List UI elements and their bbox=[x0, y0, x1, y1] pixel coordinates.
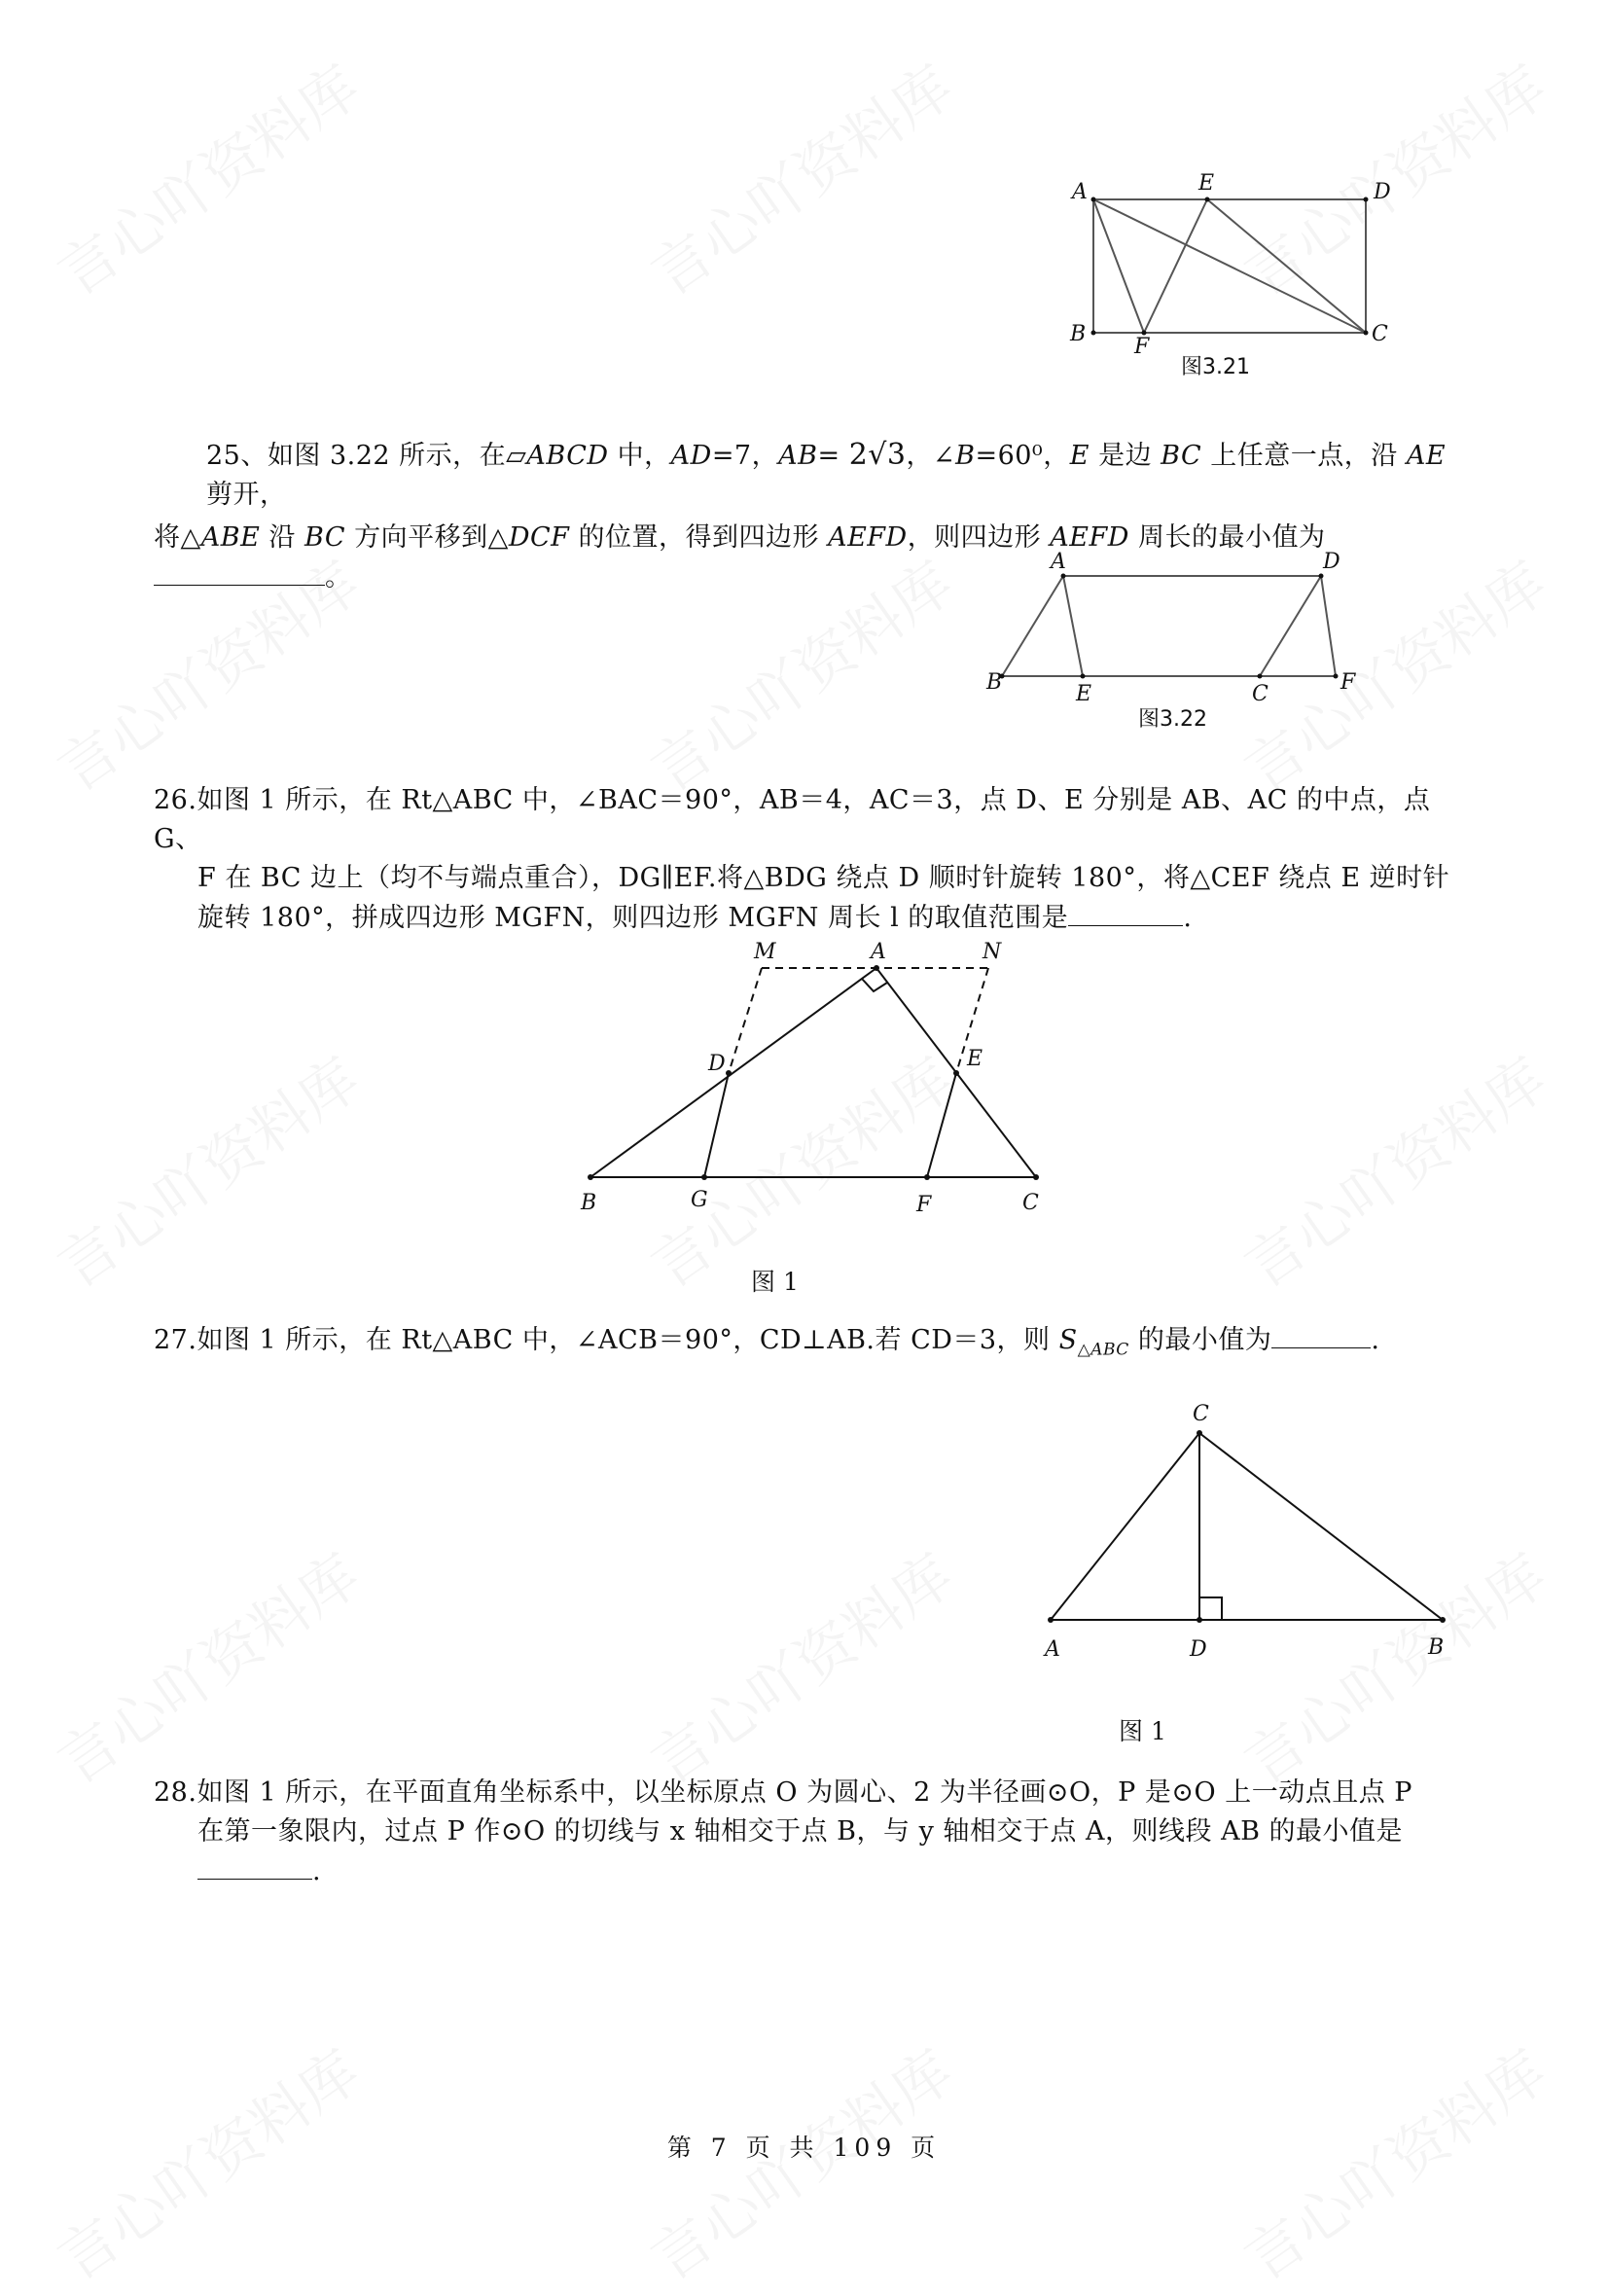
label-E: E bbox=[1198, 171, 1215, 196]
text: DCF bbox=[508, 522, 570, 553]
text: 剪开， bbox=[206, 480, 287, 510]
text: 28.如图 1 所示，在平面直角坐标系中，以坐标原点 O 为圆心、2 为半径画⊙O，P 是⊙O 上一动点且点 P bbox=[154, 1777, 1412, 1808]
label-E: E bbox=[967, 1047, 983, 1071]
label-M: M bbox=[754, 940, 776, 964]
text: 周长的最小值为 bbox=[1128, 522, 1326, 553]
label-B: B bbox=[581, 1191, 597, 1215]
label-D: D bbox=[708, 1052, 726, 1076]
label-F: F bbox=[1340, 670, 1356, 695]
label-E: E bbox=[1076, 682, 1092, 706]
text: =7， bbox=[711, 441, 779, 471]
label-B: B bbox=[986, 670, 1003, 695]
text: △ABC bbox=[1077, 1340, 1129, 1360]
label-F: F bbox=[916, 1193, 932, 1217]
text: ，∠ bbox=[906, 441, 956, 471]
figure-caption: 图3.21 bbox=[1181, 355, 1250, 379]
text: 的位置，得到四边形 bbox=[569, 522, 829, 553]
text: = bbox=[817, 441, 849, 471]
text: 在第一象限内，过点 P 作⊙O 的切线与 x 轴相交于点 B，与 y 轴相交于点 A，则线段 AB 的最小值是 bbox=[197, 1816, 1403, 1847]
answer-blank[interactable] bbox=[1068, 898, 1183, 926]
text: 旋转 180°，拼成四边形 MGFN，则四边形 MGFN 周长 l 的取值范围是 bbox=[197, 903, 1069, 933]
question-27 bbox=[154, 1320, 1467, 1369]
watermark bbox=[1226, 1035, 1560, 1305]
text: AEFD bbox=[1050, 522, 1129, 553]
text: 方向平移到△ bbox=[345, 522, 509, 553]
text: 。 bbox=[325, 562, 352, 592]
question-26 bbox=[154, 781, 1467, 938]
watermark bbox=[632, 43, 967, 312]
text: AE bbox=[1406, 441, 1447, 471]
label-D: D bbox=[1323, 550, 1340, 574]
answer-blank[interactable] bbox=[154, 557, 325, 586]
page-footer: 第 7 页 共 109 页 bbox=[666, 2134, 942, 2162]
watermark bbox=[39, 43, 374, 312]
figure-q26 bbox=[564, 929, 1070, 1221]
label-G: G bbox=[691, 1188, 708, 1212]
text: AD bbox=[670, 441, 712, 471]
text: 中， bbox=[608, 441, 671, 471]
text: 是边 bbox=[1089, 441, 1161, 471]
label-A: A bbox=[1045, 1637, 1060, 1662]
text: 上任意一点，沿 bbox=[1201, 441, 1407, 471]
text: ABCD bbox=[526, 441, 609, 471]
label-B: B bbox=[1428, 1635, 1445, 1660]
text: 25、如图 3.22 所示，在▱ bbox=[206, 441, 527, 471]
figure-q27 bbox=[1031, 1391, 1459, 1673]
text: . bbox=[1371, 1325, 1380, 1355]
text: S bbox=[1058, 1325, 1078, 1355]
figure-3-21 bbox=[1051, 165, 1401, 399]
text: 的最小值为 bbox=[1128, 1325, 1272, 1355]
figure-3-22 bbox=[983, 545, 1391, 749]
math-root: 2√3 bbox=[848, 438, 907, 472]
label-C: C bbox=[1372, 322, 1388, 346]
text: =60⁰， bbox=[975, 441, 1070, 471]
text: F 在 BC 边上（均不与端点重合），DG∥EF.将△BDG 绕点 D 顺时针旋转 180°，将△CEF 绕点 E 逆时针 bbox=[197, 863, 1450, 893]
label-A: A bbox=[1051, 550, 1066, 574]
text: ，则四边形 bbox=[907, 522, 1051, 553]
label-A: A bbox=[871, 940, 886, 964]
label-F: F bbox=[1134, 335, 1150, 359]
text: B bbox=[955, 441, 976, 471]
text: . bbox=[1183, 903, 1193, 933]
text: . bbox=[312, 1856, 322, 1886]
text: E bbox=[1069, 441, 1090, 471]
label-C: C bbox=[1252, 682, 1269, 706]
answer-blank[interactable] bbox=[197, 1851, 312, 1880]
figure-caption: 图 1 bbox=[1119, 1717, 1166, 1745]
text: 将△ bbox=[154, 522, 201, 553]
watermark bbox=[632, 1531, 967, 1801]
text: 27.如图 1 所示，在 Rt△ABC 中，∠ACB＝90°，CD⊥AB.若 CD＝3，则 bbox=[154, 1325, 1059, 1355]
label-D: D bbox=[1374, 180, 1391, 204]
text: 26.如图 1 所示，在 Rt△ABC 中，∠BAC＝90°，AB＝4，AC＝3，点 D、E 分别是 AB、AC 的中点，点 G、 bbox=[154, 785, 1431, 854]
label-N: N bbox=[983, 940, 1002, 964]
question-28 bbox=[154, 1774, 1467, 1891]
answer-blank[interactable] bbox=[1271, 1320, 1371, 1348]
figure-caption: 图3.22 bbox=[1138, 707, 1207, 732]
watermark bbox=[39, 1035, 374, 1305]
text: BC bbox=[1161, 441, 1202, 471]
text: 沿 bbox=[260, 522, 304, 553]
label-A: A bbox=[1072, 180, 1088, 204]
label-D: D bbox=[1190, 1637, 1207, 1662]
label-B: B bbox=[1070, 322, 1087, 346]
watermark bbox=[39, 1531, 374, 1801]
label-C: C bbox=[1022, 1191, 1039, 1215]
text: AEFD bbox=[828, 522, 908, 553]
text: ABE bbox=[200, 522, 261, 553]
text: BC bbox=[304, 522, 346, 553]
text: AB bbox=[778, 441, 818, 471]
label-C: C bbox=[1193, 1402, 1209, 1426]
figure-caption: 图 1 bbox=[751, 1268, 799, 1296]
